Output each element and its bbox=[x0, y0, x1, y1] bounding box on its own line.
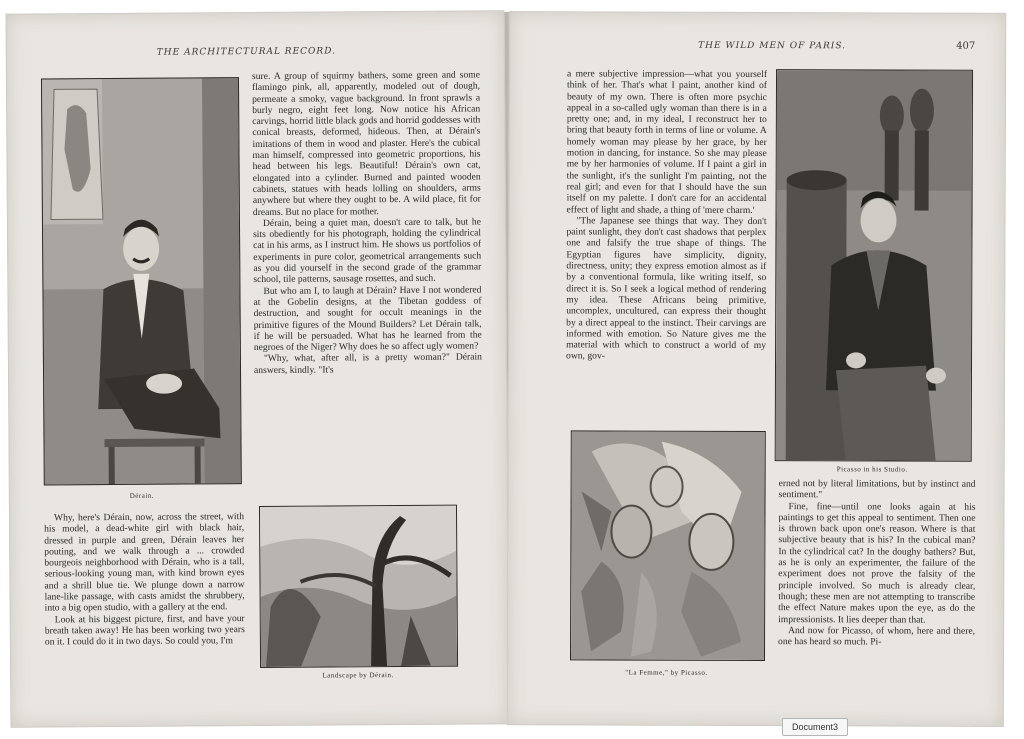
paragraph: And now for Picasso, of whom, here and there, one has heard so much. Pi- bbox=[778, 624, 976, 648]
derain-photo-caption: Dérain. bbox=[129, 491, 155, 500]
la-femme-painting bbox=[570, 430, 766, 661]
landscape-caption: Landscape by Dérain. bbox=[322, 671, 394, 680]
paragraph: "The Japanese see things that way. They don't paint sunlight, they don't cast shadows that perplex one and falsify the true shape of things. The Egyptian figures have simplicity, dignity, directness, unity; they express emotion almost as if by a conventional formula, like writing itself, so direct it is. So I seek a logical method of rendering my idea. These Africans being primitive, uncomplex, uncultured, can express their thought by a direct appeal to the instinct. Their carvings are informed with emotion. So Nature gives me the material with which to construct a world of my own, gov- bbox=[566, 215, 767, 362]
left-page bbox=[6, 10, 510, 727]
derain-photo bbox=[41, 77, 242, 485]
paragraph: But who am I, to laugh at Dérain? Have I not wondered at the Gobelin designs, at the Tibetan goddess of destruction, and sought for occult meanings in the primitive figures of the Mound Builders? Let Dérain talk, if he will be persuaded. What has he learned from the negroes of the Niger? Why does he so affect ugly women? bbox=[253, 284, 482, 354]
paragraph: Fine, fine—until one looks again at his paintings to get this appeal to sentiment. Then one is thrown back upon one's reason. Where is that subjective beauty that is his? In the cubical man? In the cylindrical cat? In the doughy bathers? But, as he is only an experimenter, the failure of the experiment does not prove the falsity of the principle involved. So much is already clear, though; these men are not attempting to transcribe the effect Nature makes upon the eye, as do the impressionists. It lies deeper than that. bbox=[778, 500, 976, 626]
picasso-photo-caption: Picasso in his Studio. bbox=[836, 465, 908, 474]
right-running-head: THE WILD MEN OF PARIS. bbox=[698, 40, 847, 52]
landscape-painting bbox=[259, 505, 458, 668]
left-page-right-column bbox=[252, 69, 483, 501]
right-page-left-column bbox=[566, 68, 767, 427]
picasso-photo bbox=[775, 69, 973, 462]
right-page bbox=[507, 11, 1006, 727]
paragraph: "Why, what, after all, is a pretty woman?" Dérain answers, kindly. "It's bbox=[253, 351, 482, 376]
right-page-right-column bbox=[778, 478, 976, 689]
page-number: 407 bbox=[956, 40, 976, 52]
paragraph: erned not by literal limitations, but by instinct and sentiment." bbox=[778, 478, 976, 501]
paragraph: Why, here's Dérain, now, across the street, with his model, a dead-white girl with black hair, dressed in purple and green, Dérain leaves her pouting, and we walk through a ... crowded bourgeois neighborhood with Dérain, who is a tall, serious-looking young man, with kind brown eyes and a shrill blue tie. We plunge down a narrow lane-like passage, with casts amidst the shrubbery, into a big open studio, with a gallery at the end. bbox=[44, 511, 245, 614]
paragraph: a mere subjective impression—what you yourself think of her. That's what I paint, another kind of beauty of my own. There is often more psychic appeal in a so-called ugly woman than there is in a pretty one; and, in my ideal, I reconstruct her to bring that beauty forth in terms of line or volume. A homely woman may please by her grace, by her motion in dancing, for instance. So she may please me by her harmonies of volume. If I paint a girl in the sunlight, it's the sunlight I'm painting, not the real girl; and even for that I should have the sun itself on my palette. I don't care for an accidental effect of light and shade, a thing of 'mere charm.' bbox=[566, 68, 768, 216]
left-running-head: THE ARCHITECTURAL RECORD. bbox=[156, 46, 336, 58]
paragraph: Dérain, being a quiet man, doesn't care to talk, but he sits obediently for his photograph, holding the cylindrical cat in his arms, as I instruct him. He shows us portfolios of experiments in pure color, geometrical arrangements such as you did yourself in the second grade of the grammar school, tile patterns, sausage rosettes, and such. bbox=[253, 216, 482, 286]
la-femme-caption: "La Femme," by Picasso. bbox=[625, 668, 708, 677]
paragraph: sure. A group of squirmy bathers, some green and some flamingo pink, all, apparently, modeled out of dough, permeate a smoky, vague background. In front sprawls a burly negro, eight feet long. Now notice his African carvings, horrid little black gods and horrid goddesses with conical breasts, deformed, hideous. Then, at Dérain's imitations of them in wood and plaster. Here's the cubical man himself, compressed into geometric proportions, his head between his legs. Beautiful! Dérain's own cat, elongated into a cylinder. Burned and painted wooden cabinets, statues with heads lolling on shoulders, arms anywhere but where they ought to be. A wild place, fit for dreams. But no place for mother. bbox=[251, 69, 481, 218]
left-page-left-column bbox=[44, 511, 245, 690]
paragraph: Look at his biggest picture, first, and have your breath taken away! He has been working two years on it. I could do it in two days. So could you, I'm bbox=[44, 612, 245, 648]
document-tab[interactable]: Document3 bbox=[782, 718, 848, 736]
